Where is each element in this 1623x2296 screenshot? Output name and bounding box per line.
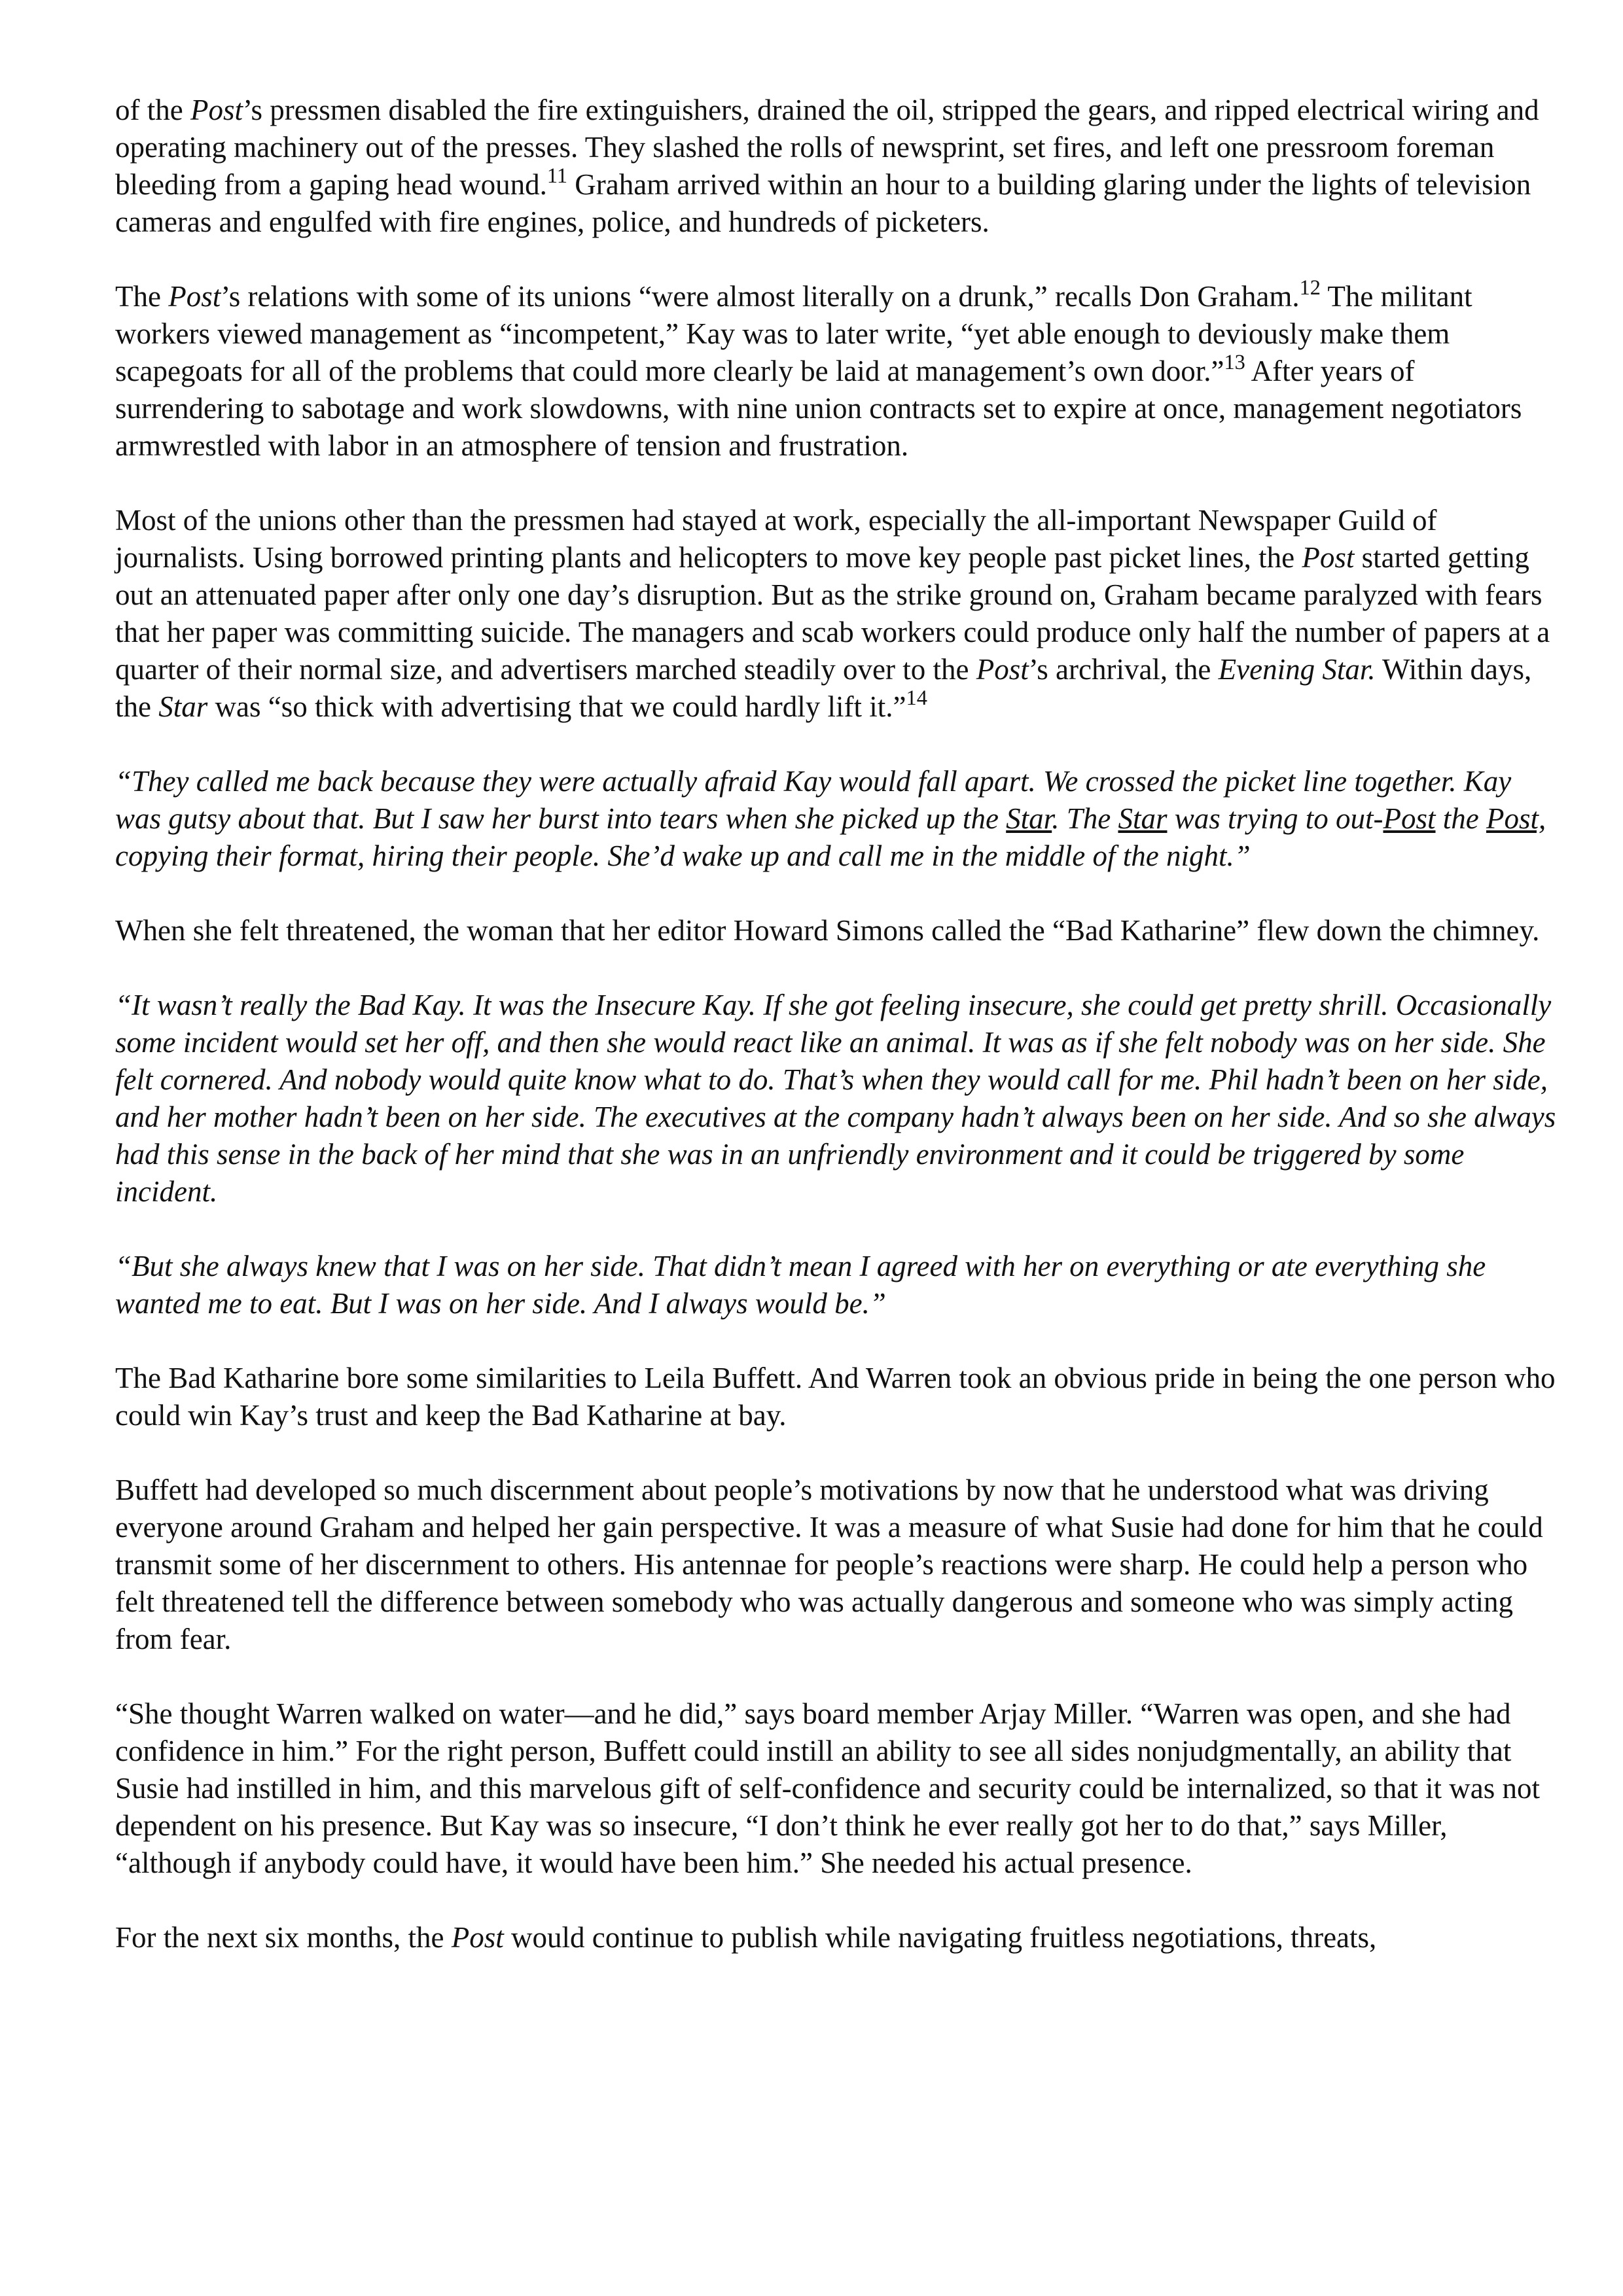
text-run: ’s relations with some of its unions “were almost literally on a drunk,” recalls Don Graham. <box>221 280 1300 313</box>
text-run: “They called me back because they were actually afraid Kay would fall apart. We crossed the picket line together. Kay was gutsy about that. But I saw her burst into tears when she picked up the <box>115 765 1512 835</box>
italic-text: Post <box>976 653 1029 686</box>
body-paragraph <box>115 278 1561 465</box>
italic-text: Post <box>168 280 221 313</box>
body-paragraph <box>115 1919 1561 1956</box>
body-paragraph <box>115 502 1561 726</box>
text-run: For the next six months, the <box>115 1921 452 1954</box>
underlined-text: Star <box>1006 802 1052 835</box>
footnote-ref: 13 <box>1224 351 1245 375</box>
text-run: the <box>1435 802 1486 835</box>
text-run: Graham arrived within an hour to a building glaring under the lights of television cameras and engulfed with fire engines, police, and hundreds of picketers. <box>115 168 1531 238</box>
footnote-ref: 12 <box>1299 276 1321 300</box>
text-run: The <box>115 280 169 313</box>
italic-text: Star <box>158 690 208 723</box>
text-run: of the <box>115 94 190 126</box>
text-run: . The <box>1052 802 1118 835</box>
text-run: “It wasn’t really the Bad Kay. It was the Insecure Kay. If she got feeling insecure, she could get pretty shrill. Occasionally some incident would set her off, and then she would react like an animal. It was as if she felt nobody was on her side. She felt cornered. And nobody would quite know what to do. That’s when they would call for me. Phil hadn’t been on her side, and her mother hadn’t been on her side. The executives at the company hadn’t always been on her side. And so she always had this sense in the back of her mind that she was in an unfriendly environment and it could be triggered by some incident. <box>115 989 1556 1208</box>
text-run: When she felt threatened, the woman that her editor Howard Simons called the “Bad Katharine” flew down the chimney. <box>115 914 1540 947</box>
text-run: Buffett had developed so much discernment about people’s motivations by now that he understood what was driving everyone around Graham and helped her gain perspective. It was a measure of what Susie had done for him that he could transmit some of her discernment to others. His antennae for people’s reactions were sharp. He could help a person who felt threatened tell the difference between somebody who was actually dangerous and someone who was simply acting from fear. <box>115 1474 1543 1655</box>
body-paragraph <box>115 1360 1561 1434</box>
quote-paragraph <box>115 987 1561 1210</box>
document-page <box>115 92 1561 1956</box>
text-run: ’s pressmen disabled the fire extinguishers, drained the oil, stripped the gears, and ripped electrical wiring and operating machinery out of the presses. They slashed the rolls of newsprint, set fires, and left one pressroom foreman bleeding from a gaping head wound. <box>115 94 1539 201</box>
body-paragraph <box>115 1695 1561 1882</box>
quote-paragraph <box>115 763 1561 875</box>
italic-text: Evening Star. <box>1218 653 1376 686</box>
text-run: The Bad Katharine bore some similarities to Leila Buffett. And Warren took an obvious pride in being the one person who could win Kay’s trust and keep the Bad Katharine at bay. <box>115 1362 1556 1432</box>
text-run: was trying to out- <box>1167 802 1383 835</box>
quote-paragraph <box>115 1248 1561 1322</box>
text-run: would continue to publish while navigating fruitless negotiations, threats, <box>503 1921 1377 1954</box>
text-run: Within days, the <box>115 653 1532 723</box>
footnote-ref: 14 <box>906 686 927 711</box>
text-run: After years of surrendering to sabotage and work slowdowns, with nine union contracts set to expire at once, management negotiators armwrestled with labor in an atmosphere of tension and frustration. <box>115 355 1522 462</box>
body-paragraph <box>115 92 1561 241</box>
text-run: The militant workers viewed management as “incompetent,” Kay was to later write, “yet able enough to deviously make them scapegoats for all of the problems that could more clearly be laid at management’s own door.” <box>115 280 1472 387</box>
text-run: “She thought Warren walked on water—and he did,” says board member Arjay Miller. “Warren was open, and she had confidence in him.” For the right person, Buffett could instill an ability to see all sides nonjudgmentally, an ability that Susie had instilled in him, and this marvelous gift of self-confidence and security could be internalized, so that it was not dependent on his presence. But Kay was so insecure, “I don’t think he ever really got her to do that,” says Miller, “although if anybody could have, it would have been him.” She needed his actual presence. <box>115 1697 1540 1879</box>
footnote-ref: 11 <box>546 164 568 188</box>
text-run: was “so thick with advertising that we could hardly lift it.” <box>207 690 906 723</box>
underlined-text: Star <box>1118 802 1168 835</box>
underlined-text: Post <box>1383 802 1436 835</box>
text-run: Most of the unions other than the pressmen had stayed at work, especially the all-important Newspaper Guild of journalists. Using borrowed printing plants and helicopters to move key people past picket lines, the <box>115 504 1437 574</box>
italic-text: Post <box>1302 541 1355 574</box>
text-run: ’s archrival, the <box>1028 653 1219 686</box>
underlined-text: Post, <box>1486 802 1546 835</box>
text-run: started getting out an attenuated paper after only one day’s disruption. But as the strike ground on, Graham became paralyzed with fears that her paper was committing suicide. The managers and scab workers could produce only half the number of papers at a quarter of their normal size, and advertisers marched steadily over to the <box>115 541 1550 686</box>
text-run: copying their format, hiring their people. She’d wake up and call me in the middle of the night.” <box>115 839 1251 872</box>
body-paragraph <box>115 912 1561 949</box>
body-paragraph <box>115 1472 1561 1658</box>
italic-text: Post <box>190 94 243 126</box>
italic-text: Post <box>451 1921 504 1954</box>
text-run: “But she always knew that I was on her side. That didn’t mean I agreed with her on everything or ate everything she wanted me to eat. But I was on her side. And I always would be.” <box>115 1250 1486 1320</box>
